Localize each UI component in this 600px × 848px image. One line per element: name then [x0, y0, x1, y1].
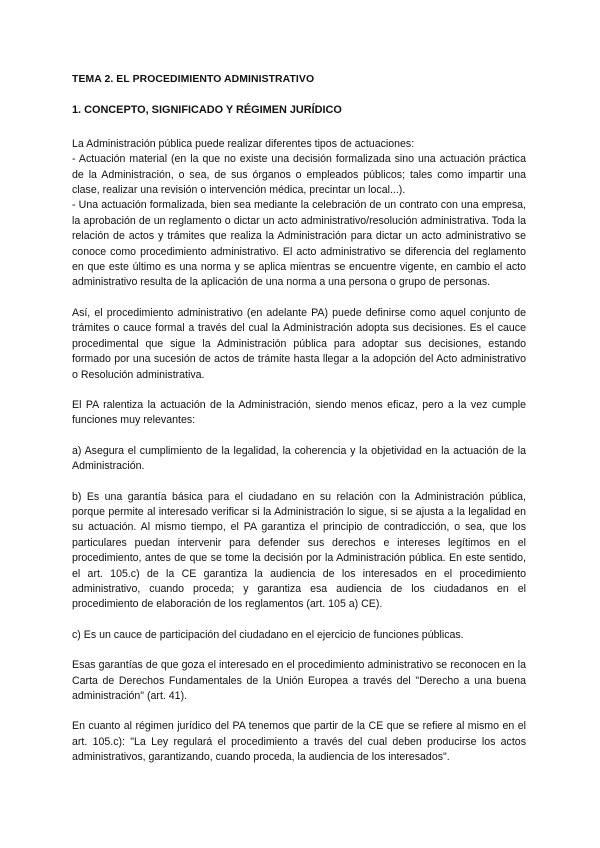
paragraph-funcion-b: b) Es una garantía básica para el ciudadano en su relación con la Administración pública, porque permite al interesado verificar si la Administración lo sigue, si se ajusta a la legalidad en su actuación. Al mismo tiempo, el PA garantiza el principio de contradicción, o sea, que los particulares puedan intervenir para defender sus derechos e intereses legítimos en el procedimiento, antes de que se tome la decisión por la Administración pública. En este sentido, el art. 105.c) de la CE garantiza la audiencia de los interesados en el procedimiento administrativo, cuando proceda; y garantiza esa audiencia de los ciudadanos en el procedimiento de elaboración de los reglamentos (art. 105 a) CE). [72, 490, 526, 611]
paragraph-definicion: Así, el procedimiento administrativo (en adelante PA) puede definirse como aquel conjunto de trámites o cauce formal a través del cual la Administración adopta sus decisiones. Es el cauce procedimental que sigue la Administración pública para adoptar sus decisiones, estando formado por una sucesión de actos de trámite hasta llegar a la adopción del Acto administrativo o Resolución administrativa. [72, 306, 526, 381]
paragraph-intro: La Administración pública puede realizar diferentes tipos de actuaciones: [72, 137, 415, 150]
paragraph-actuacion-material: - Actuación material (en la que no existe una decisión formalizada sino una actuación práctica de la Administración, o sea, de sus órganos o empleados públicos; tales como impartir una clase, realizar una revisión o intervención médica, precintar un local...). [72, 153, 526, 197]
paragraph-regimen-juridico: En cuanto al régimen jurídico del PA tenemos que partir de la CE que se refiere al mismo en el art. 105.c): "La Ley regulará el procedimiento a través del cual deben producirse los actos administrativos, garantizando, cuando proceda, la audiencia de los interesados". [72, 720, 526, 764]
section-heading: 1. CONCEPTO, SIGNIFICADO Y RÉGIMEN JURÍDICO [72, 104, 342, 117]
paragraph-actuacion-formalizada: - Una actuación formalizada, bien sea mediante la celebración de un contrato con una empresa, la aprobación de un reglamento o dictar un acto administrativo/resolución administrativa. Toda la relación de actos y trámites que realiza la Administración para dictar un acto administrativo se conoce como procedimiento administrativo. El acto administrativo se diferencia del reglamento en que este último es una norma y se aplica mientras se encuentre vigente, en cambio el acto administrativo resulta de la aplicación de una norma a una persona o grupo de personas. [72, 199, 526, 289]
document-body [72, 72, 526, 766]
paragraph-garantias: Esas garantías de que goza el interesado en el procedimiento administrativo se reconocen en la Carta de Derechos Fundamentales de la Unión Europea a través del "Derecho a una buena administración" (art. 41). [72, 659, 526, 702]
paragraph-funcion-c: c) Es un cauce de participación del ciudadano en el ejercicio de funciones públicas. [72, 628, 464, 641]
document-title: TEMA 2. EL PROCEDIMIENTO ADMINISTRATIVO [72, 74, 315, 85]
paragraph-funciones: El PA ralentiza la actuación de la Administración, siendo menos eficaz, pero a la vez cumple funciones muy relevantes: [72, 398, 526, 427]
paragraph-funcion-a: a) Asegura el cumplimiento de la legalidad, la coherencia y la objetividad en la actuación de la Administración. [72, 444, 526, 473]
